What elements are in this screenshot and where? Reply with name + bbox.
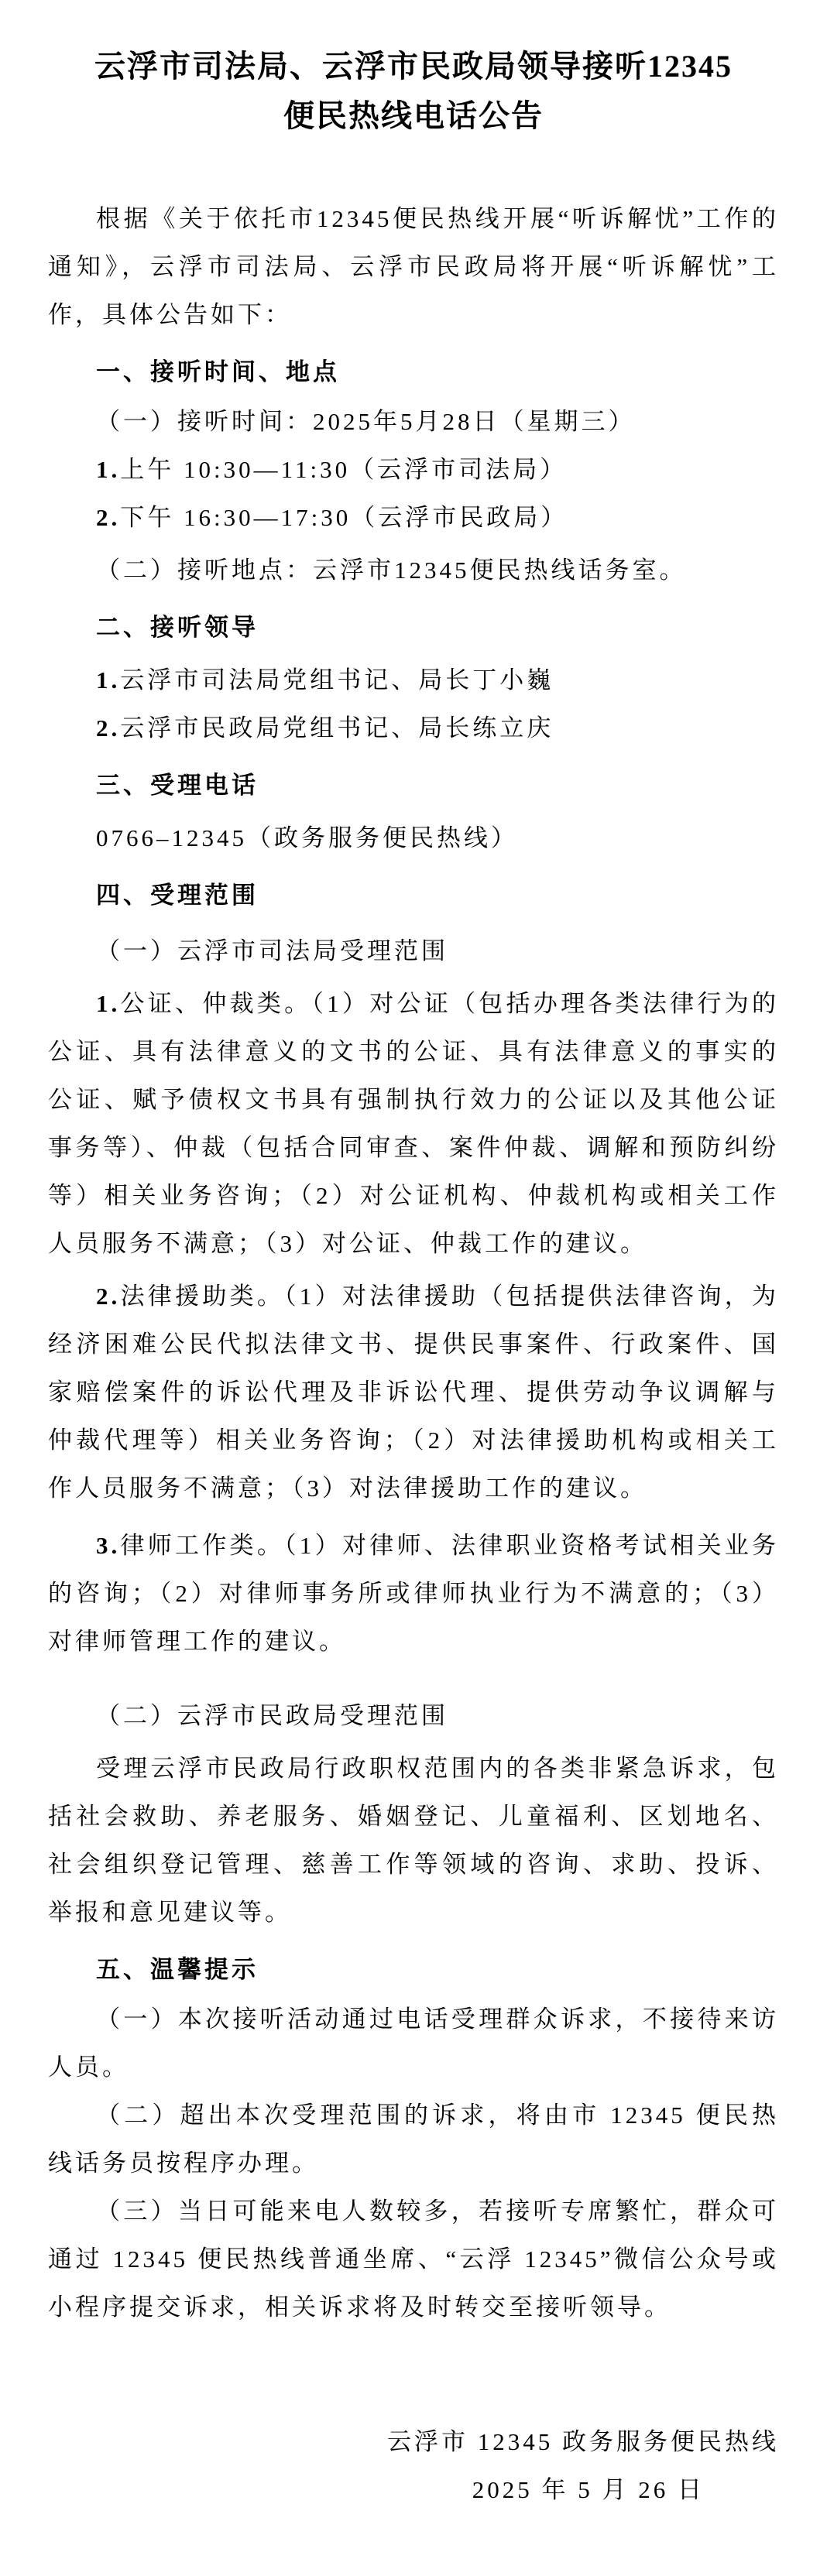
leader-item-2 <box>48 704 779 752</box>
leader-item-1 <box>48 656 779 704</box>
page-title <box>48 42 779 141</box>
page-title-line1: 云浮市司法局、云浮市民政局领导接听12345 <box>94 49 733 84</box>
list-number: 2. <box>96 504 121 531</box>
scope-item-lawyer <box>48 1522 779 1666</box>
section-1-heading: 一、接听时间、地点 <box>96 358 340 386</box>
list-number: 1. <box>96 666 121 694</box>
list-number: 1. <box>96 990 121 1017</box>
list-number: 3. <box>96 1532 121 1559</box>
answer-time-item-2 <box>48 494 779 542</box>
list-text: 下午 16:30—17:30（云浮市民政局） <box>120 504 568 531</box>
list-text: 云浮市司法局党组书记、局长丁小巍 <box>120 666 554 694</box>
scope-sub-1: （一）云浮市司法局受理范围 <box>96 937 448 964</box>
answer-time-line: （一）接听时间：2025年5月28日（星期三） <box>96 408 636 435</box>
list-number: 2. <box>96 714 121 742</box>
section-3-heading: 三、受理电话 <box>96 772 259 800</box>
answer-time-item-1 <box>48 446 779 494</box>
scope-item-notary <box>48 980 779 1268</box>
intro-paragraph: 根据《关于依托市12345便民热线开展“听诉解忧”工作的通知》，云浮市司法局、云浮市民政局将开展“听诉解忧”工作，具体公告如下： <box>48 205 779 328</box>
tip-item-3: （三）当日可能来电人数较多，若接听专席繁忙，群众可通过 12345 便民热线普通坐席、“云浮 12345”微信公众号或小程序提交诉求，相关诉求将及时转交至接听领导。 <box>48 2197 779 2321</box>
list-text: 公证、仲裁类。（1）对公证（包括办理各类法律行为的公证、具有法律意义的文书的公证、具有法律意义的事实的公证、赋予债权文书具有强制执行效力的公证以及其他公证事务等）、仲裁（包括合同审查、案件仲裁、调解和预防纠纷等）相关业务咨询；（2）对公证机构、仲裁机构或相关工作人员服务不满意；（3）对公证、仲裁工作的建议。 <box>48 990 779 1257</box>
civil-affairs-scope-paragraph: 受理云浮市民政局行政职权范围内的各类非紧急诉求，包括社会救助、养老服务、婚姻登记、儿童福利、区划地名、社会组织登记管理、慈善工作等领域的咨询、求助、投诉、举报和意见建议等。 <box>48 1755 779 1926</box>
scope-sub-2: （二）云浮市民政局受理范围 <box>96 1702 448 1729</box>
list-text: 云浮市民政局党组书记、局长练立庆 <box>120 714 554 742</box>
signature-date: 2025 年 5 月 26 日 <box>472 2476 705 2503</box>
section-2-heading: 二、接听领导 <box>96 614 259 642</box>
list-text: 上午 10:30—11:30（云浮市司法局） <box>120 456 568 483</box>
signature-org: 云浮市 12345 政务服务便民热线 <box>387 2428 779 2455</box>
page-title-line2: 便民热线电话公告 <box>283 98 544 133</box>
list-number: 1. <box>96 456 121 483</box>
scope-item-legal-aid <box>48 1273 779 1512</box>
list-text: 律师工作类。（1）对律师、法律职业资格考试相关业务的咨询；（2）对律师事务所或律师执业行为不满意的；（3）对律师管理工作的建议。 <box>48 1532 779 1655</box>
list-number: 2. <box>96 1283 121 1310</box>
tip-item-1: （一）本次接听活动通过电话受理群众诉求，不接待来访人员。 <box>48 2006 779 2081</box>
answer-place-line: （二）接听地点：云浮市12345便民热线话务室。 <box>96 557 687 584</box>
section-5-heading: 五、温馨提示 <box>96 1956 259 1984</box>
section-4-heading: 四、受理范围 <box>96 882 259 909</box>
signature-block <box>48 2418 779 2514</box>
tip-item-2: （二）超出本次受理范围的诉求，将由市 12345 便民热线话务员按程序办理。 <box>48 2102 779 2177</box>
hotline-number-line: 0766–12345（政务服务便民热线） <box>96 824 518 851</box>
document-body <box>48 195 779 2514</box>
list-text: 法律援助类。（1）对法律援助（包括提供法律咨询，为经济困难公民代拟法律文书、提供民事案件、行政案件、国家赔偿案件的诉讼代理及非诉讼代理、提供劳动争议调解与仲裁代理等）相关业务咨询；（2）对法律援助机构或相关工作人员服务不满意；（3）对法律援助工作的建议。 <box>48 1283 779 1502</box>
